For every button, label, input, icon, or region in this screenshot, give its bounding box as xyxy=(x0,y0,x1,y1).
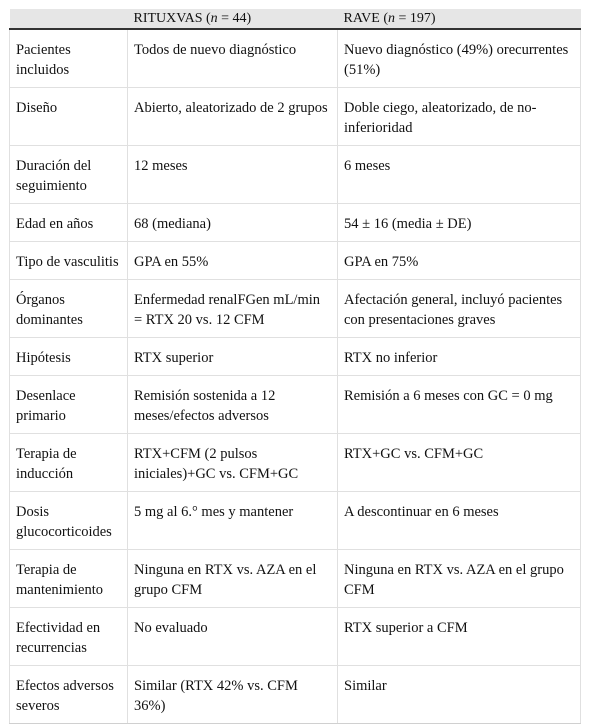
header-rituxvas xyxy=(128,9,338,29)
row-label: Hipótesis xyxy=(10,338,128,376)
table-row xyxy=(10,434,581,492)
rituxvas-cell: RTX+CFM (2 pulsos iniciales)+GC vs. CFM+GC xyxy=(128,434,338,492)
rave-cell: RTX+GC vs. CFM+GC xyxy=(338,434,581,492)
header-row xyxy=(10,9,581,29)
table-row xyxy=(10,242,581,280)
rituxvas-cell: GPA en 55% xyxy=(128,242,338,280)
row-label: Terapia de inducción xyxy=(10,434,128,492)
rave-cell: Ninguna en RTX vs. AZA en el grupo CFM xyxy=(338,550,581,608)
table-row xyxy=(10,29,581,88)
rave-cell: Doble ciego, aleatorizado, de no-inferioridad xyxy=(338,88,581,146)
rave-cell: GPA en 75% xyxy=(338,242,581,280)
table-row xyxy=(10,338,581,376)
rave-cell: 54 ± 16 (media ± DE) xyxy=(338,204,581,242)
rituxvas-n: (n = 44) xyxy=(205,11,252,26)
rave-cell: Nuevo diagnóstico (49%) orecurrentes (51%) xyxy=(338,29,581,88)
header-rave xyxy=(338,9,581,29)
table-row xyxy=(10,88,581,146)
table-row xyxy=(10,204,581,242)
table-row xyxy=(10,146,581,204)
rituxvas-cell: No evaluado xyxy=(128,608,338,666)
rave-cell: Afectación general, incluyó pacientes con presentaciones graves xyxy=(338,280,581,338)
rituxvas-cell: 68 (mediana) xyxy=(128,204,338,242)
table-row xyxy=(10,666,581,724)
rituxvas-cell: 5 mg al 6.° mes y mantener xyxy=(128,492,338,550)
rituxvas-cell: RTX superior xyxy=(128,338,338,376)
n-symbol: n xyxy=(387,11,395,26)
table-row xyxy=(10,608,581,666)
row-label: Diseño xyxy=(10,88,128,146)
table-header xyxy=(10,9,581,29)
row-label: Órganos dominantes xyxy=(10,280,128,338)
table-row xyxy=(10,550,581,608)
table-row xyxy=(10,492,581,550)
table-body xyxy=(10,29,581,724)
rituxvas-cell: Enfermedad renalFGen mL/min = RTX 20 vs. 12 CFM xyxy=(128,280,338,338)
rave-cell: 6 meses xyxy=(338,146,581,204)
row-label: Edad en años xyxy=(10,204,128,242)
rituxvas-cell: Ninguna en RTX vs. AZA en el grupo CFM xyxy=(128,550,338,608)
rave-n: (n = 197) xyxy=(383,11,436,26)
rave-cell: RTX no inferior xyxy=(338,338,581,376)
rituxvas-name: RITUXVAS xyxy=(133,11,203,26)
table-row xyxy=(10,280,581,338)
rave-cell: Remisión a 6 meses con GC = 0 mg xyxy=(338,376,581,434)
row-label: Duración del seguimiento xyxy=(10,146,128,204)
header-empty-cell xyxy=(10,9,128,29)
rave-cell: RTX superior a CFM xyxy=(338,608,581,666)
row-label: Pacientes incluidos xyxy=(10,29,128,88)
row-label: Desenlace primario xyxy=(10,376,128,434)
rave-cell: A descontinuar en 6 meses xyxy=(338,492,581,550)
rituxvas-cell: Remisión sostenida a 12 meses/efectos adversos xyxy=(128,376,338,434)
row-label: Efectividad en recurrencias xyxy=(10,608,128,666)
comparison-table xyxy=(9,9,581,724)
n-symbol: n xyxy=(210,11,218,26)
rave-cell: Similar xyxy=(338,666,581,724)
rave-name: RAVE xyxy=(343,11,380,26)
rituxvas-cell: Abierto, aleatorizado de 2 grupos xyxy=(128,88,338,146)
rituxvas-cell: 12 meses xyxy=(128,146,338,204)
table-row xyxy=(10,376,581,434)
rituxvas-cell: Todos de nuevo diagnóstico xyxy=(128,29,338,88)
row-label: Dosis glucocorticoides xyxy=(10,492,128,550)
row-label: Tipo de vasculitis xyxy=(10,242,128,280)
row-label: Terapia de mantenimiento xyxy=(10,550,128,608)
row-label: Efectos adversos severos xyxy=(10,666,128,724)
rituxvas-cell: Similar (RTX 42% vs. CFM 36%) xyxy=(128,666,338,724)
